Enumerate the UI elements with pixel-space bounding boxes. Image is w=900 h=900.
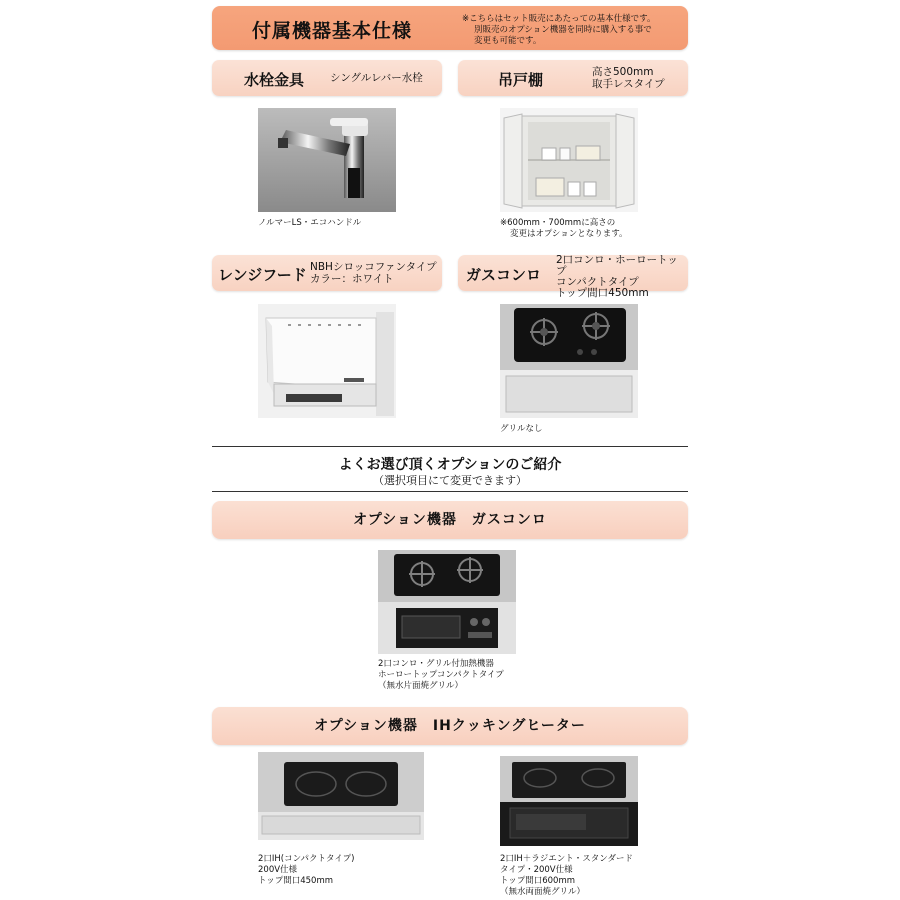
stove-pill — [458, 254, 688, 299]
option-gas-caption-line: ホーロートップコンパクトタイプ — [378, 670, 504, 680]
faucet-label: 水栓金具 — [244, 71, 305, 89]
ih-standard-caption-line: トップ間口600mm — [500, 876, 576, 886]
option-gas-caption-line: 2口コンロ・グリル付加熱機器 — [378, 659, 494, 669]
spec-header-note — [462, 14, 684, 47]
hood-spec — [310, 261, 437, 285]
faucet-caption: ノルマーLS・エコハンドル — [258, 218, 362, 228]
option-gas-caption-line: （無水片面焼グリル） — [378, 681, 464, 691]
ih-standard-caption — [500, 854, 633, 898]
stove-spec-line: 2口コンロ・ホーロートップ — [556, 254, 678, 277]
cabinet-spec-line: 取手レスタイプ — [592, 78, 665, 90]
faucet-pill — [212, 60, 442, 96]
ih-standard-caption-line: タイプ・200V仕様 — [500, 865, 573, 875]
note-line: ※こちらはセット販売にあたっての基本仕様です。 — [462, 14, 656, 24]
ih-standard-caption-line: 2口IH＋ラジエント・スタンダード — [500, 854, 633, 864]
ih-compact-caption-line: 200V仕様 — [258, 865, 298, 875]
stove-caption: グリルなし — [500, 424, 543, 434]
spec-header-banner — [212, 6, 688, 50]
cabinet-spec-line: 高さ500mm — [592, 66, 654, 78]
cabinet-caption-line: ※600mm・700mmに高さの — [500, 218, 616, 228]
hood-spec-line: NBHシロッコファンタイプ — [310, 261, 437, 273]
cabinet-caption-line: 変更はオプションとなります。 — [510, 229, 628, 239]
ih-compact-image — [258, 752, 424, 840]
note-line: 別販売のオプション機器を同時に購入する事で — [474, 25, 652, 35]
spec-header-title: 付属機器基本仕様 — [252, 20, 413, 42]
option-ih-banner — [212, 707, 688, 745]
stove-spec-line: コンパクトタイプ — [556, 276, 639, 288]
intro-divider-bottom — [212, 491, 688, 492]
ih-standard-image — [500, 756, 638, 846]
cabinet-image — [500, 108, 638, 212]
hood-spec-line: カラー：ホワイト — [310, 273, 394, 285]
faucet-spec: シングルレバー水栓 — [330, 72, 423, 84]
stove-spec-line: トップ間口450mm — [556, 287, 649, 299]
ih-compact-caption-line: 2口IH(コンパクトタイプ) — [258, 854, 355, 864]
hood-label: レンジフード — [218, 266, 307, 284]
note-line: 変更も可能です。 — [474, 36, 542, 46]
gas-stove-grill-image — [378, 550, 516, 654]
stove-spec — [556, 255, 688, 299]
ih-standard-caption-line: （無水両面焼グリル） — [500, 887, 586, 897]
intro-line2: （選択項目にて変更できます） — [373, 474, 527, 487]
range-hood-image — [258, 304, 396, 418]
option-ih-title: オプション機器 IHクッキングヒーター — [314, 718, 586, 734]
ih-compact-caption — [258, 854, 354, 887]
ih-compact-caption-line: トップ間口450mm — [258, 876, 334, 886]
intro-line1: よくお選び頂くオプションのご紹介 — [338, 457, 562, 473]
stove-label: ガスコンロ — [466, 266, 542, 284]
faucet-image — [258, 108, 396, 212]
option-gas-banner — [212, 501, 688, 539]
cabinet-spec — [592, 66, 665, 90]
cabinet-caption — [500, 218, 628, 240]
intro-divider-top — [212, 446, 688, 447]
hood-pill — [212, 255, 442, 291]
cabinet-pill — [458, 60, 688, 96]
option-gas-title: オプション機器 ガスコンロ — [353, 512, 547, 528]
cabinet-label: 吊戸棚 — [498, 71, 544, 89]
option-gas-caption — [378, 659, 504, 692]
gas-stove-image — [500, 304, 638, 418]
